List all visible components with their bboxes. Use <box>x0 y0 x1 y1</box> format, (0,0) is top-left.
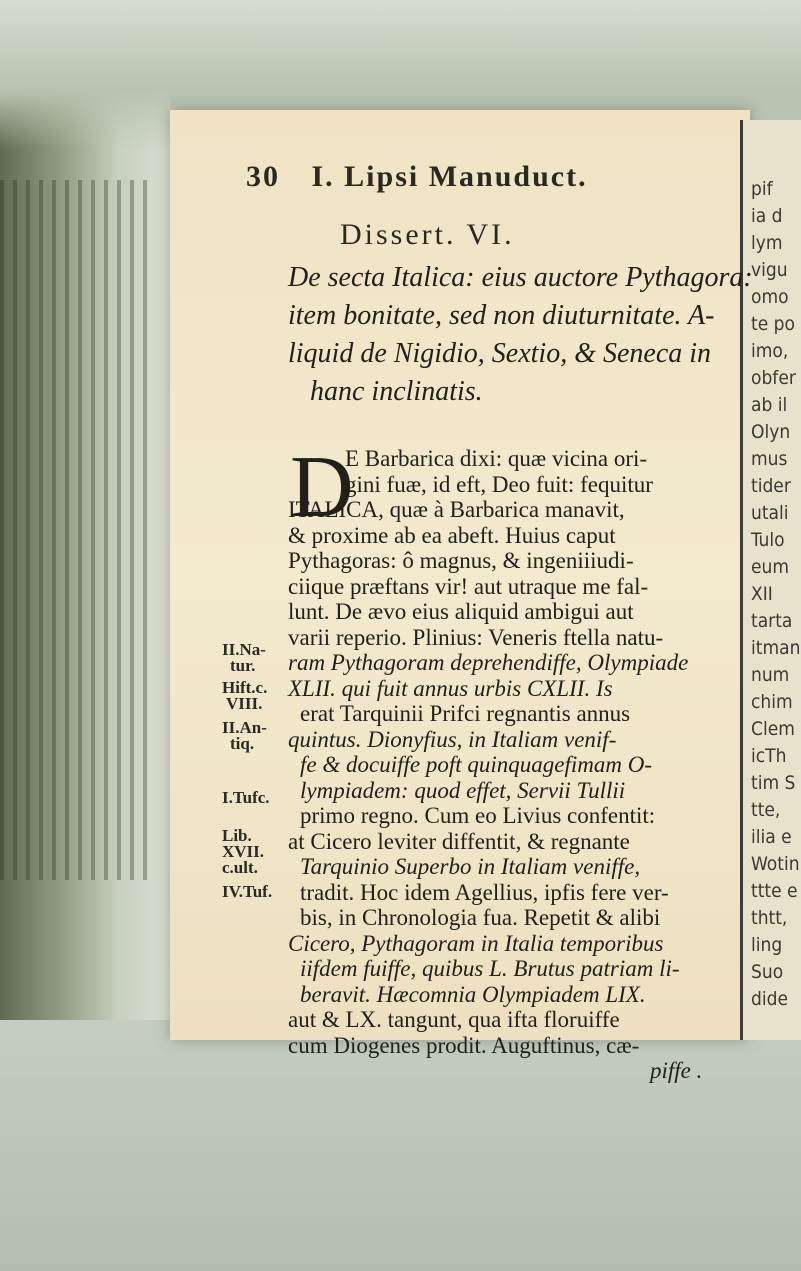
margin-note: c.ult. <box>222 858 258 877</box>
adjacent-page-text: imo, <box>751 340 789 362</box>
summary-line: liquid de Nigidio, Sextio, & Seneca in <box>288 338 712 369</box>
body-line: Tarquinio Superbo in Italiam veniffe, <box>300 854 641 879</box>
margin-note: I.Tufc. <box>222 788 270 807</box>
body-line: varii reperio. Plinius: Veneris ftella natu- <box>288 624 664 650</box>
adjacent-page-text: Suo <box>751 961 784 983</box>
body-line: quintus. Dionyfius, in Italiam venif- <box>288 726 617 752</box>
adjacent-page-text: obfer <box>751 367 796 389</box>
body-line: bis, in Chronologia fua. Repetit & alibi <box>300 905 661 930</box>
summary-line: De secta Italica: eius auctore Pythagora: <box>288 262 753 293</box>
adjacent-page-text: icTh <box>751 745 787 767</box>
drop-cap: D <box>290 439 354 536</box>
adjacent-page-text: ab il <box>751 394 788 416</box>
adjacent-page-text: mus <box>751 448 788 470</box>
body-line: E Barbarica dixi: quæ vicina ori- <box>345 446 648 471</box>
adjacent-page-text: Wotin <box>751 853 800 875</box>
body-line: Cicero, Pythagoram in Italia temporibus <box>288 930 664 956</box>
body-line: XLII. qui fuit annus urbis CXLII. Is <box>288 675 613 701</box>
margin-note: Hift.c. <box>222 678 268 697</box>
body-line: erat Tarquinii Prifci regnantis annus <box>300 701 631 726</box>
body-line: fe & docuiffe poft quinquagefimam O- <box>300 752 652 777</box>
margin-note: VIII. <box>226 694 263 713</box>
summary-line: item bonitate, sed non diuturnitate. A- <box>288 300 715 331</box>
body-line: tradit. Hoc idem Agellius, ipfis fere ver- <box>300 879 669 905</box>
body-line: gini fuæ, id eft, Deo fuit: fequitur <box>345 471 653 497</box>
adjacent-page-text: tte, <box>751 799 781 821</box>
adjacent-page-text: omo <box>751 286 789 308</box>
adjacent-page-fragment <box>740 120 801 1040</box>
adjacent-page-text: XII <box>751 583 773 605</box>
body-line: primo regno. Cum eo Livius confentit: <box>300 803 656 828</box>
adjacent-page-text: ia d <box>751 205 783 227</box>
adjacent-page-text: Tulo <box>751 529 785 551</box>
adjacent-page-text: pif <box>751 178 773 200</box>
running-header <box>246 160 588 194</box>
margin-note: XVII. <box>222 842 265 861</box>
section-title: Dissert. VI. <box>340 218 515 251</box>
adjacent-page-text: te po <box>751 313 795 335</box>
adjacent-page-text: tim S <box>751 772 796 794</box>
adjacent-page-text: lym <box>751 232 783 254</box>
summary-line: hanc inclinatis. <box>310 376 483 407</box>
adjacent-page-text: vigu <box>751 259 788 281</box>
body-line: cum Diogenes prodit. Auguftinus, cæ- <box>288 1032 640 1058</box>
body-line: ram Pythagoram deprehendiffe, Olympiade <box>288 650 689 675</box>
adjacent-page-text: ttte e <box>751 880 798 902</box>
adjacent-page-text: utali <box>751 502 789 524</box>
body-line: lympiadem: quod effet, Servii Tullii <box>300 777 626 803</box>
body-line: ITALICA, quæ à Barbarica manavit, <box>288 497 625 522</box>
adjacent-page-text: ling <box>751 934 783 956</box>
adjacent-page-text: tider <box>751 475 791 497</box>
body-line: & proxime ab ea abeft. Huius caput <box>288 522 616 548</box>
body-line: aut & LX. tangunt, qua ifta floruiffe <box>288 1007 620 1032</box>
body-line: iifdem fuiffe, quibus L. Brutus patriam li- <box>300 956 680 981</box>
adjacent-page-text: thtt, <box>751 907 788 929</box>
background-spine-texture <box>0 180 150 880</box>
body-line: lunt. De ævo eius aliquid ambigui aut <box>288 599 634 624</box>
adjacent-page-text: tarta <box>751 610 793 632</box>
adjacent-page-text: eum <box>751 556 790 578</box>
margin-note: tiq. <box>230 734 255 753</box>
adjacent-page-text: num <box>751 664 790 686</box>
adjacent-page-text: dide <box>751 988 788 1010</box>
adjacent-page-text: Clem <box>751 718 795 740</box>
margin-note: II.Na- <box>222 640 266 659</box>
margin-note: tur. <box>230 656 256 675</box>
body-line: ciique præftans vir! aut utraque me fal- <box>288 573 649 599</box>
margin-note: II.An- <box>222 718 267 737</box>
page-number: 30 <box>246 160 280 193</box>
running-title: I. Lipsi Manuduct. <box>311 160 588 193</box>
body-line: at Cicero leviter diffentit, & regnante <box>288 828 630 854</box>
margin-note: Lib. <box>222 826 252 845</box>
adjacent-page-text: itman <box>751 637 801 659</box>
body-line: beravit. Hæcomnia Olympiadem LIX. <box>300 981 646 1007</box>
adjacent-page-text: ilia e <box>751 826 792 848</box>
body-line: piffe . <box>650 1058 703 1083</box>
adjacent-page-text: chim <box>751 691 793 713</box>
margin-note: IV.Tuf. <box>222 882 273 901</box>
body-line: Pythagoras: ô magnus, & ingeniiiudi- <box>288 548 634 573</box>
adjacent-page-text: Olyn <box>751 421 791 443</box>
